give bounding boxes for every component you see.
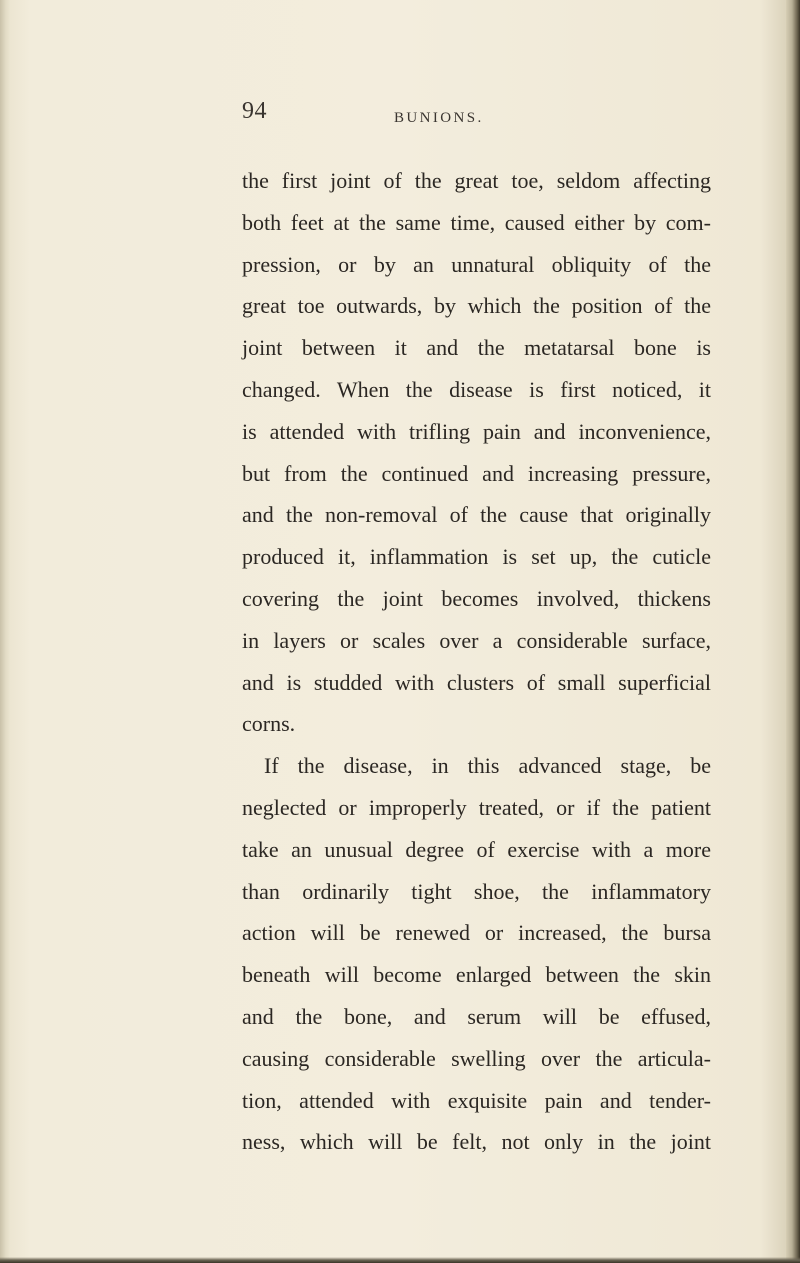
text-line: and is studded with clusters of small superficial	[242, 669, 711, 695]
text-line: covering the joint becomes involved, thickens	[242, 585, 711, 611]
text-line: neglected or improperly treated, or if the patient	[242, 794, 711, 820]
text-line: joint between it and the metatarsal bone is	[242, 335, 711, 361]
running-head: BUNIONS.	[394, 110, 484, 126]
page-bottom-edge	[0, 1257, 800, 1263]
text-line: action will be renewed or increased, the bursa	[242, 920, 711, 946]
text-line: beneath will become enlarged between the skin	[242, 962, 711, 988]
text-line: tion, attended with exquisite pain and tender-	[242, 1087, 711, 1113]
page-right-edge	[786, 0, 800, 1263]
text-line: than ordinarily tight shoe, the inflammatory	[242, 878, 711, 904]
page-header	[0, 98, 800, 138]
text-line: and the non-removal of the cause that originally	[242, 502, 711, 528]
text-line: great toe outwards, by which the position of the	[242, 293, 711, 319]
text-line: pression, or by an unnatural obliquity of the	[242, 251, 711, 277]
text-line: causing considerable swelling over the articula-	[242, 1045, 711, 1071]
page-binding-edge	[0, 0, 10, 1263]
text-line: in layers or scales over a considerable surface,	[242, 627, 711, 653]
text-line: is attended with trifling pain and inconvenience,	[242, 418, 711, 444]
text-line: corns.	[242, 711, 296, 737]
page-number: 94	[242, 98, 267, 124]
paragraph-start-line: If the disease, in this advanced stage, be	[264, 753, 711, 779]
text-line: and the bone, and serum will be effused,	[242, 1003, 711, 1029]
text-line: take an unusual degree of exercise with a more	[242, 836, 711, 862]
text-line: the first joint of the great toe, seldom affecting	[242, 168, 711, 193]
text-line: changed. When the disease is first noticed, it	[242, 376, 711, 402]
text-line: both feet at the same time, caused either by com-	[242, 209, 711, 235]
body-text	[242, 160, 711, 1163]
text-line: produced it, inflammation is set up, the cuticle	[242, 544, 711, 570]
text-line: but from the continued and increasing pressure,	[242, 460, 711, 486]
text-line: ness, which will be felt, not only in the joint	[242, 1129, 711, 1155]
